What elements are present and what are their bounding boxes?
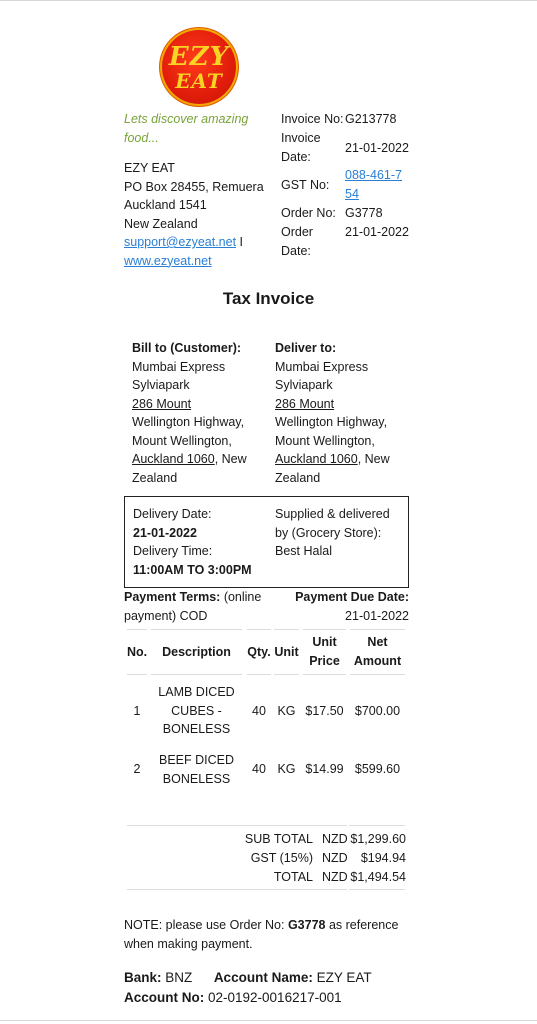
row2-qty: 40 [252,762,266,776]
deliver-to-line: Sylviapark [275,378,333,392]
delivery-date-value: 21-01-2022 [133,525,197,540]
table-rule [350,629,405,630]
table-rule [151,674,242,675]
table-rule [350,674,405,675]
row2-unit: KG [277,762,296,776]
table-rule [127,674,147,675]
bill-to-line: , New [214,452,247,466]
payment-due [269,588,409,625]
table-rule [247,629,271,630]
gst-value: $194.94 [360,851,406,865]
row2-net-amount: $599.60 [354,762,401,776]
total-label: TOTAL [273,870,313,884]
table-rule [274,674,299,675]
bank-details [124,968,372,1008]
bank-value: BNZ [161,970,193,985]
table-rule [274,629,299,630]
note-suffix-line2: when making payment. [124,936,253,951]
totals-rule [127,825,347,826]
page-title: Tax Invoice [222,289,315,308]
bill-to-block [132,339,262,487]
gst-no-link-line1[interactable]: 088-461-7 [345,168,402,182]
logo-text-bottom: EAT [175,69,223,93]
bill-to-line: Sylviapark [132,378,190,392]
account-name-label: Account Name: [213,970,313,985]
company-name: EZY EAT [124,161,175,175]
payment-terms [124,588,274,625]
deliver-to-heading: Deliver to: [275,341,337,355]
col-header-net-amount-line2: Amount [353,653,402,668]
totals-rule [349,825,405,826]
col-header-no: No. [127,645,148,659]
col-header-unit-price-line2: Price [309,653,340,668]
col-header-unit-price-line1: Unit [312,635,337,649]
table-rule [151,629,242,630]
top-divider [0,0,537,1]
company-country: New Zealand [124,216,198,231]
total-value: $1,494.54 [350,870,406,884]
tagline: Lets discover amazing food... [124,112,249,145]
gst-no-link-line2[interactable]: 54 [345,186,359,201]
subtotal-value: $1,299.60 [350,832,406,846]
row1-unit: KG [277,704,296,718]
col-header-description: Description [162,645,231,659]
order-date-label: Order Date: [281,225,313,258]
account-no-value: 02-0192-0016217-001 [204,990,342,1005]
subtotal-currency: NZD [322,832,348,846]
col-header-qty: Qty. [247,645,271,659]
row2-unit-price: $14.99 [305,762,344,776]
bill-to-line: Zealand [132,470,178,485]
row1-description [151,683,242,739]
payment-terms-value: (online [220,590,262,604]
bottom-divider [0,1020,537,1021]
note-order-ref: G3778 [287,918,326,932]
gst-label: GST (15%) [250,851,313,865]
invoice-no-label: Invoice No: [281,112,344,126]
delivery-time-value: 11:00AM TO 3:00PM [133,562,252,577]
table-rule [303,674,346,675]
company-address-line1: PO Box 28455, Remuera [124,179,264,194]
account-no-label: Account No: [124,990,205,1005]
contact-separator: I [236,235,244,249]
payment-terms-label: Payment Terms: [124,590,221,604]
invoice-date-label-line2: Date: [281,149,311,164]
bill-to-line: Mount Wellington, [132,433,232,448]
payment-note [124,916,414,953]
subtotal-row [0,830,537,848]
col-header-unit-price [301,633,348,670]
totals-rule [349,889,405,890]
invoice-no-value: G213778 [345,112,397,126]
col-header-net-amount [348,633,407,670]
gst-no-label: GST No: [281,178,330,192]
bill-to-line: 286 Mount [132,396,192,411]
deliver-to-line: Zealand [275,470,321,485]
table-rule [303,629,346,630]
deliver-to-block [275,339,405,487]
ezy-eat-logo [162,30,236,104]
row2-description [151,751,242,788]
delivery-schedule [133,505,263,579]
invoice-date-value: 21-01-2022 [345,141,409,155]
totals-rule [127,889,347,890]
invoice-date-label [281,129,345,166]
bill-to-heading: Bill to (Customer): [132,341,242,355]
bank-label: Bank: [124,970,162,985]
company-address [124,159,284,270]
total-row [0,868,537,886]
col-header-net-amount-line1: Net [367,635,388,649]
invoice-date-label-line1: Invoice [281,131,321,145]
website-link[interactable]: www.ezyeat.net [124,253,212,268]
row2-description-line2: BONELESS [162,771,231,786]
table-rule [127,629,147,630]
payment-due-label: Payment Due Date: [295,590,409,604]
total-currency: NZD [322,870,348,884]
supplier-label-line2: by (Grocery Store): [275,525,382,540]
row1-unit-price: $17.50 [305,704,344,718]
order-no-value: G3778 [345,206,383,220]
subtotal-label: SUB TOTAL [244,832,313,846]
row1-qty: 40 [252,704,266,718]
table-rule [247,674,271,675]
deliver-to-line: Mount Wellington, [275,433,375,448]
row1-description-line2: CUBES - [171,703,222,718]
supplier-name: Best Halal [275,544,332,558]
row2-description-line1: BEEF DICED [158,753,234,767]
delivery-info-box [124,496,409,588]
col-header-unit: Unit [274,645,299,659]
row1-no: 1 [133,704,141,718]
gst-no-value[interactable] [345,166,415,203]
supplier-info [275,505,405,561]
account-name-value: EZY EAT [312,970,372,985]
bill-to-line: Wellington Highway, [132,415,245,429]
row1-net-amount: $700.00 [354,704,401,718]
delivery-date-label: Delivery Date: [133,507,212,521]
row2-no: 2 [133,762,141,776]
order-no-label: Order No: [281,206,336,220]
deliver-to-line: , New [357,452,390,466]
row1-description-line1: LAMB DICED [158,685,235,699]
deliver-to-line: Mumbai Express [275,359,369,374]
supplier-label-line1: Supplied & delivered [275,507,390,521]
bill-to-line: Mumbai Express [132,359,226,374]
bill-to-postcode: Auckland 1060 [132,452,215,466]
gst-row [0,849,537,867]
payment-terms-value-line2: payment) COD [124,608,208,623]
order-date-value: 21-01-2022 [345,225,409,239]
deliver-to-postcode: Auckland 1060 [275,452,358,466]
support-email-link[interactable]: support@ezyeat.net [124,235,237,249]
company-contact-line [124,233,284,252]
row1-description-line3: BONELESS [162,722,231,736]
gst-currency: NZD [322,851,348,865]
delivery-time-label: Delivery Time: [133,544,213,558]
deliver-to-line: Wellington Highway, [275,415,388,429]
note-prefix: NOTE: please use Order No: [124,918,288,932]
company-address-line2: Auckland 1541 [124,198,207,212]
deliver-to-line: 286 Mount [275,396,335,411]
note-suffix: as reference [325,918,399,932]
logo-text-top: EZY [168,42,230,72]
payment-due-date: 21-01-2022 [345,608,409,623]
